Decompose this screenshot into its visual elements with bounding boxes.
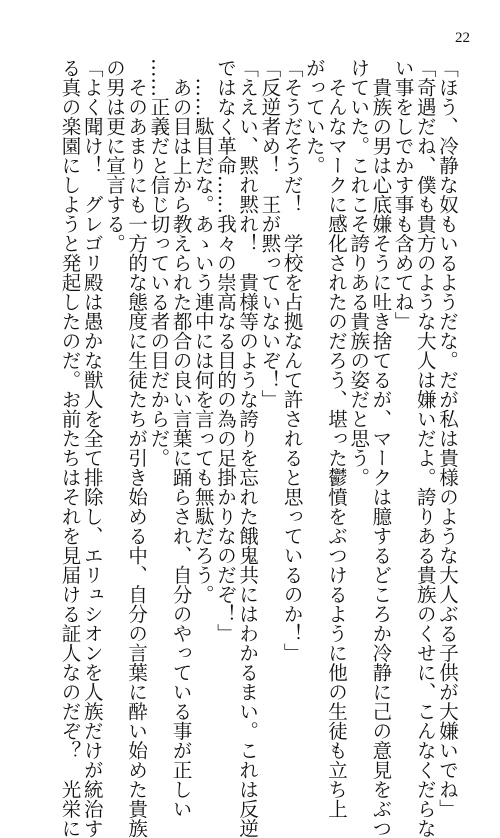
text-line: けていた。これこそ誇りある貴族の姿だと思う。 [347,58,371,487]
text-line: 「奇遇だね、僕も貴方のような大人は嫌いだよ。誇りある貴族のくせに、こんなくだらな [413,58,437,838]
text-line: ……駄目だな。あゝいう連中には何を言っても無駄だろう。 [191,58,215,604]
text-line: あの目は上から教えられた都合の良い言葉に踊らされ、自分のやっている事が正しい [169,58,193,819]
text-line: 「ほう、冷静な奴もいるようだな。だが私は貴様のような大人ぶる子供が大嫌いでね」 [436,58,459,819]
text-line: ではなく革命……我々の崇高なる目的の為の足掛かりなのだぞ！」 [213,58,237,643]
text-line: 「よく聞け！ グレゴリ殿は愚かな獣人を全て排除し、エリュシオンを人族だけが統治す [80,58,104,838]
text-line: そんなマークに感化されたのだろう、堪った鬱憤をぶつけるように他の生徒も立ち上 [324,58,348,819]
text-line: 「ええい、黙れ黙れ！ 貴様等のような誇りを忘れた餓鬼共にはわかるまい。これは反逆 [236,58,260,838]
text-line: そのあまりにも一方的な態度に生徒たちが引き始める中、自分の言葉に酔い始めた貴族 [125,58,149,838]
text-line: がっていた。 [302,58,326,175]
page-number: 22 [455,30,470,46]
text-line: 「反逆者め！ 王が黙っていないぞ！」 [258,58,282,409]
text-line: の男は更に宣言する。 [102,58,126,253]
text-line: 貴族の男は心底嫌そうに吐き捨てるが、マークは臆するどころか冷静に己の意見をぶつ [369,58,393,838]
text-line: ……正義だと信じ切っている者の目だからだ。 [147,58,171,468]
text-line: る真の楽園にしようと発起したのだ。お前たちはそれを見届ける証人なのだぞ？ 光栄に [58,58,82,838]
vertical-text-body [58,58,459,838]
text-line: い事をしでかす事も含めてね」 [391,58,415,331]
text-line: 「そうだそうだ！ 学校を占拠なんて許されると思っているのか！」 [280,58,304,663]
